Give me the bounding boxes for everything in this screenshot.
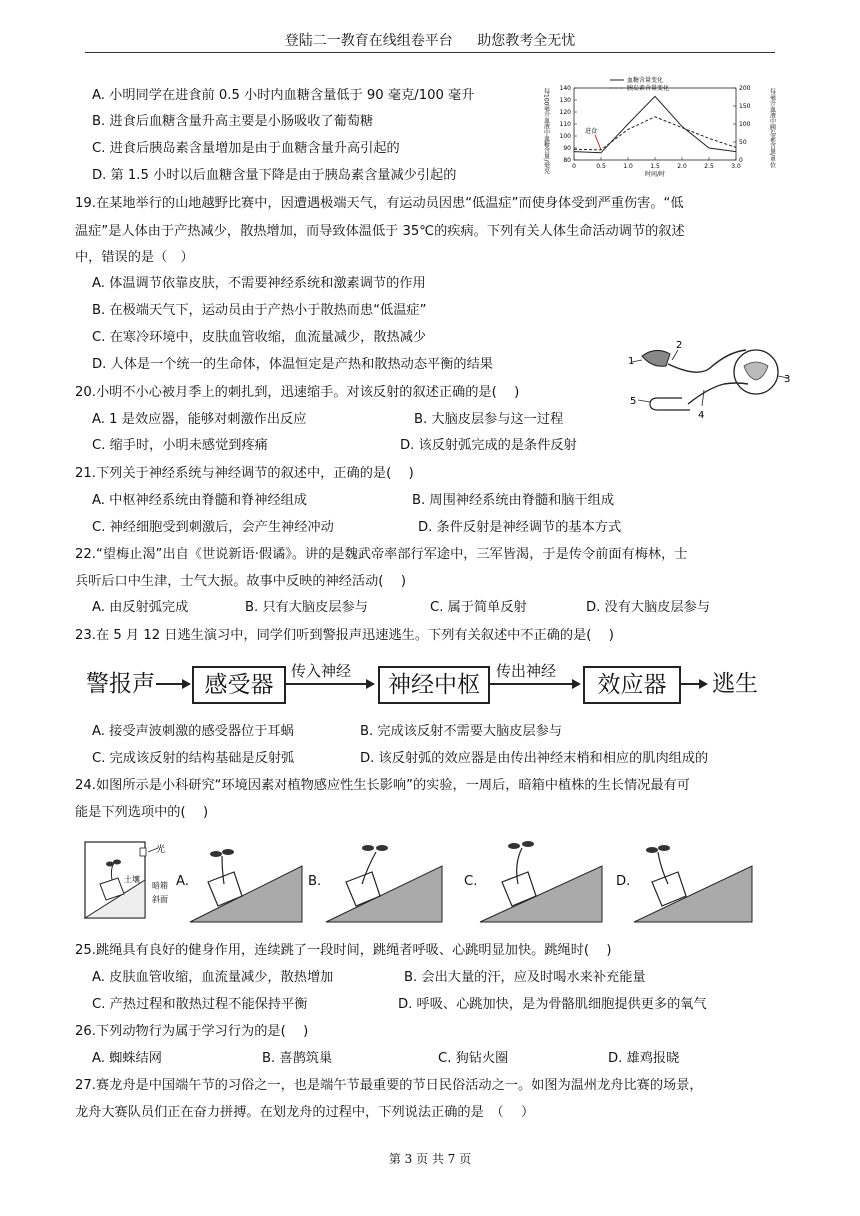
- label-1: 1: [628, 356, 635, 367]
- y-left-tick-label: 130: [559, 97, 571, 104]
- y-left-tick-label: 90: [563, 145, 571, 152]
- annotation-label: 进食: [585, 127, 598, 135]
- q18-option-b: B. 进食后血糖含量升高主要是小肠吸收了葡萄糖: [92, 114, 374, 129]
- q21-option-c: C. 神经细胞受到刺激后，会产生神经冲动: [92, 520, 334, 535]
- series-line-1: [574, 96, 736, 152]
- flow-effector: 效应器: [583, 666, 681, 704]
- x-tick-label: 2.0: [677, 163, 687, 170]
- q24-option-a-figure: [188, 840, 304, 924]
- q24-option-c-figure: [478, 834, 604, 924]
- flow-arrow: [488, 676, 582, 692]
- q26-option-a: A. 蜘蛛结网: [92, 1051, 162, 1066]
- y-right-tick-label: 200: [739, 85, 751, 92]
- q20-option-b: B. 大脑皮层参与这一过程: [414, 412, 564, 427]
- slogan: 助您教考全无忧: [477, 33, 576, 49]
- label-dark-box: 暗箱: [152, 881, 168, 890]
- label-slope: 斜面: [152, 895, 168, 904]
- y-left-axis-label: 每100毫升血液中血糖含量/毫克: [542, 88, 550, 174]
- q23-option-b: B. 完成该反射不需要大脑皮层参与: [360, 724, 563, 739]
- y-left-tick-label: 110: [559, 121, 571, 128]
- q27-stem-1: 27.赛龙舟是中国端午节的习俗之一，也是端午节最重要的节日民俗活动之一。如图为温州龙舟比赛的场景，: [75, 1078, 703, 1093]
- y-left-tick-label: 120: [559, 109, 571, 116]
- y-left-tick-label: 80: [563, 157, 571, 164]
- q26-stem: 26.下列动物行为属于学习行为的是( ): [75, 1024, 309, 1039]
- label-2: 2: [676, 340, 683, 351]
- q19-option-a: A. 体温调节依靠皮肤，不需要神经系统和激素调节的作用: [92, 276, 426, 291]
- label-3: 3: [784, 374, 791, 385]
- q18-option-c: C. 进食后胰岛素含量增加是由于血糖含量升高引起的: [92, 141, 400, 156]
- platform-name: 登陆二一教育在线组卷平台: [284, 33, 453, 49]
- q22-option-c: C. 属于简单反射: [430, 600, 527, 615]
- page-footer: 第 3 页 共 7 页: [388, 1152, 472, 1166]
- q24-choice-b: B.: [308, 874, 322, 889]
- q22-stem-2: 兵听后口中生津，士气大振。故事中反映的神经活动( ): [75, 574, 406, 589]
- y-right-tick-label: 50: [739, 139, 747, 146]
- q19-option-b: B. 在极端天气下，运动员由于产热小于散热而患“低温症”: [92, 303, 427, 318]
- annotation-arrow: [595, 135, 601, 150]
- x-tick-label: 0: [572, 163, 576, 170]
- label-light: 光: [156, 845, 166, 855]
- q24-choice-a: A.: [176, 874, 189, 889]
- flow-arrow: [284, 676, 376, 692]
- q20-stem: 20.小明不小心被月季上的刺扎到，迅速缩手。对该反射的叙述正确的是( ): [75, 385, 520, 400]
- q20-option-d: D. 该反射弧完成的是条件反射: [400, 438, 577, 453]
- flow-arrow: [156, 676, 192, 692]
- q23-stem: 23.在 5 月 12 日逃生演习中，同学们听到警报声迅速逃生。下列有关叙述中不正确的是( ): [75, 628, 614, 643]
- flow-efferent-label: 传出神经: [496, 662, 557, 680]
- page-header: [0, 30, 860, 50]
- x-tick-label: 1.5: [650, 163, 660, 170]
- q22-option-a: A. 由反射弧完成: [92, 600, 189, 615]
- q22-stem-1: 22.“望梅止渴”出自《世说新语·假谲》。讲的是魏武帝率部行军途中，三军皆渴，于是传令前面有梅林，士: [75, 547, 688, 562]
- q24-option-d-figure: [632, 836, 754, 924]
- q18-option-a: A. 小明同学在进食前 0.5 小时内血糖含量低于 90 毫克/100 毫升: [92, 88, 475, 103]
- q23-option-a: A. 接受声波刺激的感受器位于耳蜗: [92, 724, 294, 739]
- y-left-tick-label: 100: [559, 133, 571, 140]
- q24-choice-c: C.: [464, 874, 478, 889]
- q24-choice-d: D.: [616, 874, 631, 889]
- q27-stem-2: 龙舟大赛队员们正在奋力拼搏。在划龙舟的过程中，下列说法正确的是 （ ）: [75, 1105, 535, 1120]
- label-soil: 土壤: [124, 875, 140, 884]
- q25-option-c: C. 产热过程和散热过程不能保持平衡: [92, 997, 308, 1012]
- reflex-arc-diagram: [628, 338, 794, 424]
- q26-option-b: B. 喜鹊筑巢: [262, 1051, 333, 1066]
- q19-option-c: C. 在寒冷环境中，皮肤血管收缩，血流量减少，散热减少: [92, 330, 427, 345]
- flow-receptor: 感受器: [192, 666, 286, 704]
- q20-option-c: C. 缩手时，小明未感觉到疼痛: [92, 438, 268, 453]
- q19-stem-3: 中，错误的是（ ）: [75, 250, 194, 265]
- blood-sugar-chart: [540, 74, 780, 190]
- q23-option-c: C. 完成该反射的结构基础是反射弧: [92, 751, 295, 766]
- q25-option-d: D. 呼吸、心跳加快，是为骨骼肌细胞提供更多的氧气: [398, 997, 707, 1012]
- q19-option-d: D. 人体是一个统一的生命体，体温恒定是产热和散热动态平衡的结果: [92, 357, 493, 372]
- flow-end: 逃生: [712, 671, 758, 697]
- series-line-2: [574, 117, 736, 150]
- label-4: 4: [698, 410, 705, 421]
- y-left-tick-label: 140: [559, 85, 571, 92]
- q25-option-b: B. 会出大量的汗，应及时喝水来补充能量: [404, 970, 646, 985]
- label-5: 5: [630, 396, 637, 407]
- q22-option-d: D. 没有大脑皮层参与: [586, 600, 711, 615]
- legend-label: 血糖含量变化: [627, 77, 664, 84]
- q19-stem-1: 19.在某地举行的山地越野比赛中，因遭遇极端天气，有运动员因患“低温症”而使身体受到严重伤害。“低: [75, 196, 684, 211]
- q25-option-a: A. 皮肤血管收缩，血流量减少，散热增加: [92, 970, 334, 985]
- y-right-tick-label: 100: [739, 121, 751, 128]
- q25-stem: 25.跳绳具有良好的健身作用，连续跳了一段时间，跳绳者呼吸、心跳明显加快。跳绳时( ): [75, 943, 612, 958]
- plot-frame: [574, 88, 736, 160]
- header-divider: [85, 52, 775, 53]
- x-axis-label: 时间/时: [644, 171, 666, 178]
- x-tick-label: 2.5: [704, 163, 714, 170]
- legend-label: 胰岛素含量变化: [627, 85, 670, 92]
- y-right-axis-label: 每毫升血液中胰岛素含量/单位: [768, 88, 776, 169]
- q19-stem-2: 温症”是人体由于产热减少，散热增加，而导致体温低于 35℃的疾病。下列有关人体生命活动调节的叙述: [75, 224, 685, 239]
- q21-stem: 21.下列关于神经系统与神经调节的叙述中，正确的是( ): [75, 466, 414, 481]
- q18-option-d: D. 第 1.5 小时以后血糖含量下降是由于胰岛素含量减少引起的: [92, 168, 457, 183]
- y-right-tick-label: 0: [739, 157, 743, 164]
- q24-option-b-figure: [324, 836, 444, 924]
- q26-option-d: D. 雄鸡报晓: [608, 1051, 680, 1066]
- x-tick-label: 1.0: [623, 163, 633, 170]
- q21-option-a: A. 中枢神经系统由脊髓和脊神经组成: [92, 493, 307, 508]
- q26-option-c: C. 狗钻火圈: [438, 1051, 509, 1066]
- flow-start: 警报声: [86, 671, 155, 697]
- q24-stem-2: 能是下列选项中的( ): [75, 805, 209, 820]
- skin-receptor: [642, 350, 670, 366]
- q21-option-d: D. 条件反射是神经调节的基本方式: [418, 520, 622, 535]
- dark-box-figure: [84, 840, 180, 920]
- flow-center: 神经中枢: [378, 666, 490, 704]
- q20-option-a: A. 1 是效应器，能够对刺激作出反应: [92, 412, 307, 427]
- gray-matter: [744, 362, 768, 380]
- flow-afferent-label: 传入神经: [291, 662, 352, 680]
- y-right-tick-label: 150: [739, 103, 751, 110]
- flow-arrow: [679, 676, 709, 692]
- q24-stem-1: 24.如图所示是小科研究“环境因素对植物感应性生长影响”的实验，一周后，暗箱中植株的生长情况最有可: [75, 778, 690, 793]
- x-tick-label: 3.0: [731, 163, 741, 170]
- q23-option-d: D. 该反射弧的效应器是由传出神经末梢和相应的肌肉组成的: [360, 751, 709, 766]
- q21-option-b: B. 周围神经系统由脊髓和脑干组成: [412, 493, 615, 508]
- muscle: [650, 398, 690, 410]
- q22-option-b: B. 只有大脑皮层参与: [245, 600, 368, 615]
- x-tick-label: 0.5: [596, 163, 606, 170]
